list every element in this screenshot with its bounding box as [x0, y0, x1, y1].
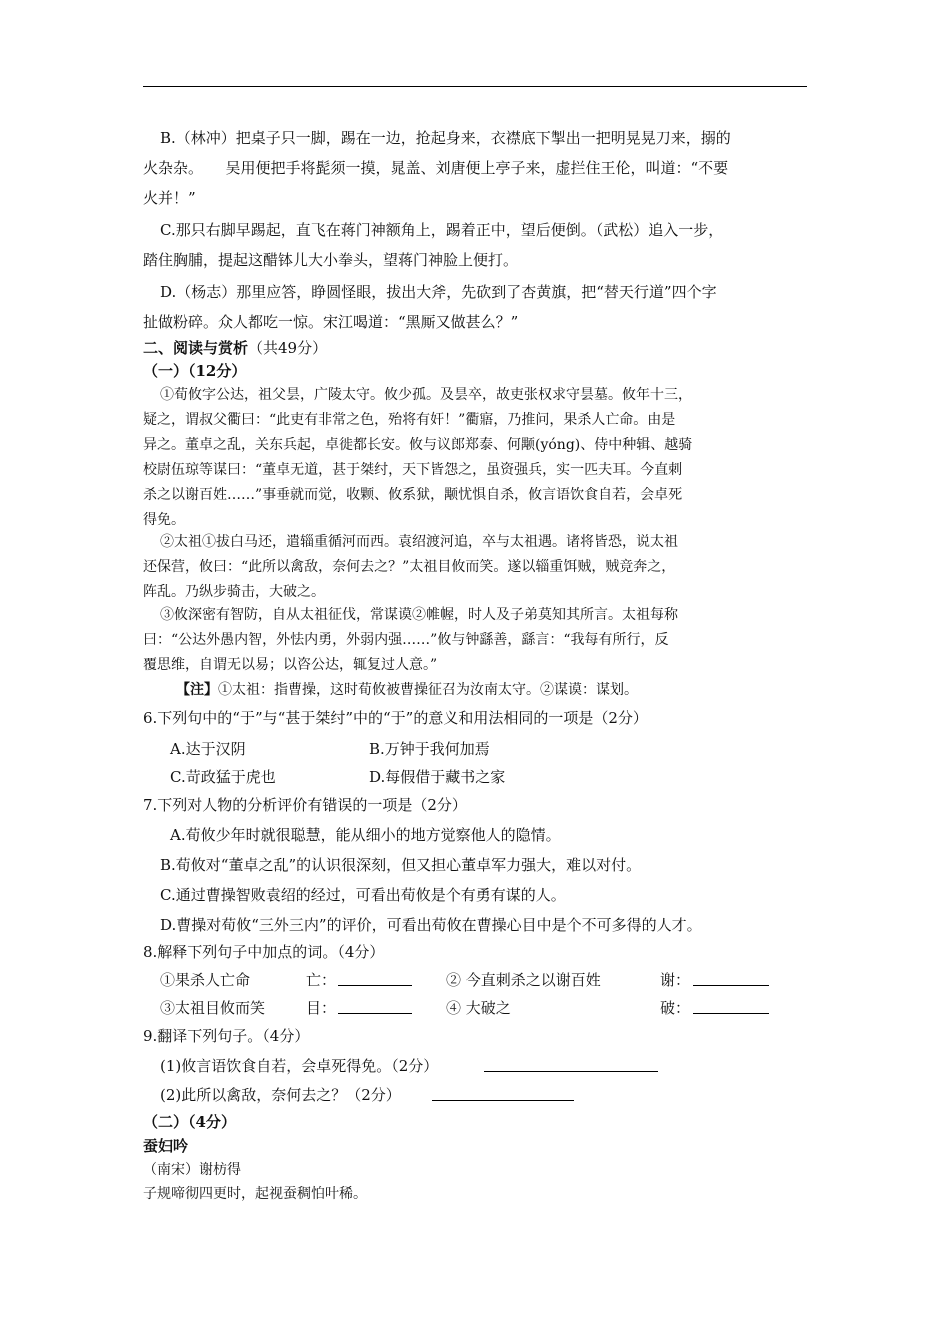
question-8-item-1-word: 亡： [306, 971, 337, 989]
question-8-item-3: ③太祖目攸而笑 [160, 999, 266, 1017]
passage-p1-line: 异之。董卓之乱，关东兵起，卓徙都长安。攸与议郎郑泰、何颙(yóng)、侍中种辑、越骑 [143, 437, 693, 453]
passage-p1-line: 杀之以谢百姓……”事垂就而觉，收颗、攸系狱，颙忧惧自杀，攸言语饮食自若，会卓死 [143, 487, 683, 503]
answer-blank[interactable] [693, 1001, 769, 1014]
header-rule [143, 86, 807, 87]
option-c-line-2: 踏住胸脯，提起这醋钵儿大小拳头，望蒋门神脸上便打。 [143, 251, 519, 269]
passage-p3-line: ③攸深密有智防，自从太祖征伐，常谋谟②帷幄，时人及子弟莫知其所言。太祖每称 [160, 607, 678, 623]
note-text: ①太祖：指曹操，这时荀攸被曹操征召为汝南太守。②谋谟：谋划。 [218, 682, 638, 698]
answer-blank[interactable] [432, 1088, 574, 1101]
section-2-heading [143, 338, 327, 358]
question-8-item-2: ② 今直刺杀之以谢百姓 [446, 971, 601, 989]
option-b-line-1: B.（林冲）把桌子只一脚，踢在一边，抢起身来，衣襟底下掣出一把明晃晃刀来，搦的 [160, 129, 731, 147]
question-6-option-c: C.苛政猛于虎也 [170, 768, 276, 786]
question-8-stem: 8.解释下列句子中加点的词。（4分） [143, 943, 385, 961]
question-6-option-a: A.达于汉阴 [170, 740, 246, 758]
option-c-line-1: C.那只右脚早踢起，直飞在蒋门神额角上，踢着正中，望后便倒。（武松）追入一步， [160, 221, 724, 239]
passage-note [176, 680, 638, 700]
question-7-option-d: D.曹操对荀攸“三外三内”的评价，可看出荀攸在曹操心目中是个不可多得的人才。 [160, 916, 702, 934]
question-6-stem: 6.下列句中的“于”与“甚于桀纣”中的“于”的意义和用法相同的一项是（2分） [143, 709, 648, 727]
question-7-option-a: A.荀攸少年时就很聪慧，能从细小的地方觉察他人的隐情。 [170, 826, 561, 844]
answer-blank[interactable] [693, 973, 769, 986]
question-9-stem: 9.翻译下列句子。（4分） [143, 1027, 310, 1045]
passage-p3-line: 曰：“公达外愚内智，外怯内勇，外弱内强……”攸与钟繇善，繇言：“我每有所行，反 [143, 632, 669, 648]
answer-blank[interactable] [484, 1059, 658, 1072]
option-d-line-2: 扯做粉碎。众人都吃一惊。宋江喝道：“黑厮又做甚么？” [143, 313, 519, 331]
passage-p1-line: 校尉伍琼等谋曰：“董卓无道，甚于桀纣，天下皆怨之，虽资强兵，实一匹夫耳。今直刺 [143, 462, 683, 478]
passage-p2-line: ②太祖①拔白马还，遣辎重循河而西。袁绍渡河追，卒与太祖遇。诸将皆恐，说太祖 [160, 534, 678, 550]
question-9-sentence-2: (2)此所以禽敌，奈何去之？（2分） [160, 1086, 401, 1104]
poem-line-1: 子规啼彻四更时，起视蚕稠怕叶稀。 [143, 1186, 367, 1202]
section-2-title: 二、阅读与赏析 [143, 339, 249, 357]
passage-p1-line: ①荀攸字公达，祖父昙，广陵太守。攸少孤。及昙卒，故吏张权求守昙墓。攸年十三， [160, 387, 692, 403]
question-6-option-b: B.万钟于我何加焉 [369, 740, 490, 758]
question-8-item-4-word: 破： [660, 999, 691, 1017]
option-b-line-2: 火杂杂。 吴用便把手将髭须一摸，晁盖、刘唐便上亭子来，虚拦住王伦，叫道：“不要 [143, 159, 729, 177]
poem-title: 蚕妇吟 [143, 1137, 189, 1155]
question-8-item-2-word: 谢： [660, 971, 691, 989]
section-2-score: （共49分） [248, 339, 328, 357]
answer-blank[interactable] [338, 973, 412, 986]
question-9-sentence-1: (1)攸言语饮食自若，会卓死得免。（2分） [160, 1057, 439, 1075]
question-8-item-3-word: 目： [306, 999, 337, 1017]
note-label: 【注】 [176, 682, 218, 698]
question-7-stem: 7.下列对人物的分析评价有错误的一项是（2分） [143, 796, 467, 814]
question-7-option-c: C.通过曹操智败袁绍的经过，可看出荀攸是个有勇有谋的人。 [160, 886, 566, 904]
part-1-header: （一）（12分） [143, 362, 247, 380]
option-b-line-3: 火并！” [143, 189, 196, 207]
passage-p1-line: 得免。 [143, 512, 185, 528]
answer-blank[interactable] [338, 1001, 412, 1014]
option-d-line-1: D.（杨志）那里应答，睁圆怪眼，拔出大斧，先砍到了杏黄旗，把“替天行道”四个字 [160, 283, 717, 301]
question-8-item-4: ④ 大破之 [446, 999, 511, 1017]
passage-p3-line: 覆思维，自谓无以易；以咨公达，辄复过人意。” [143, 657, 438, 673]
passage-p1-line: 疑之，谓叔父衢曰：“此吏有非常之色，殆将有奸！”衢寤，乃推问，果杀人亡命。由是 [143, 412, 676, 428]
question-6-option-d: D.每假借于藏书之家 [369, 768, 506, 786]
question-8-item-1: ①果杀人亡命 [160, 971, 251, 989]
passage-p2-line: 阵乱。乃纵步骑击，大破之。 [143, 584, 325, 600]
passage-p2-line: 还保营，攸曰：“此所以禽敌，奈何去之？”太祖目攸而笑。遂以辎重饵贼，贼竞奔之， [143, 559, 676, 575]
poem-author: （南宋）谢枋得 [143, 1162, 241, 1178]
question-7-option-b: B.荀攸对“董卓之乱”的认识很深刻，但又担心董卓军力强大，难以对付。 [160, 856, 642, 874]
part-2-header: （二）（4分） [143, 1113, 236, 1131]
